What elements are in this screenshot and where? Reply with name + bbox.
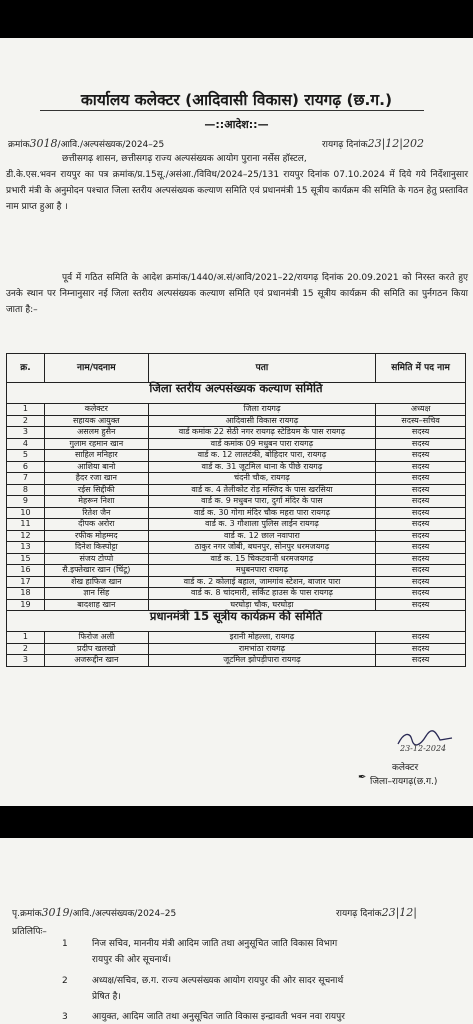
copy-item-2-line-2: प्रेषित है। (92, 992, 121, 1002)
copy-item-3-num: 3 (62, 1012, 68, 1022)
cell-sno: 3 (7, 655, 45, 667)
cell-position: सदस्य–सचिव (376, 415, 466, 427)
cell-position: सदस्य (376, 542, 466, 554)
table-row (7, 519, 466, 531)
col-header-name: नाम/पदनाम (44, 354, 148, 383)
para-1-line-1: छत्तीसगढ़ शासन, छत्तीसगढ़ राज्य अल्पसंख्यक आयोग पुराना नर्सेस हॉस्टल, (62, 154, 307, 164)
col-header-position: समिति में पद नाम (376, 354, 466, 383)
cell-address: रामभांठा रायगढ़ (148, 643, 375, 655)
para-2: पूर्व में गठित समिति के आदेश क्रमांक/1440/अ.सं/आवि/2021–22/रायगढ़ दिनांक 20.09.2021 को निरस्त करते हुए उनके स्थान पर निम्नानुसार नई जिला स्तरीय अल्पसंख्यक कल्याण समिति एवं प्रधानमंत्री 15 सूत्रीय कार्यक्रम की समिति का पुर्नगठन किया जाता है:– (6, 273, 468, 315)
cell-name: संजय टोप्पो (44, 553, 148, 565)
cell-sno: 16 (7, 565, 45, 577)
office-title: कार्यालय कलेक्टर (आदिवासी विकास) रायगढ़ (छ.ग.) (80, 91, 393, 109)
cell-address: वार्ड क. 9 मधुबन पारा, दुर्गा मंदिर के पास (148, 496, 375, 508)
table-header-row (7, 354, 466, 383)
table-row (7, 404, 466, 416)
cell-name: रईस सिद्दीकी (44, 484, 148, 496)
cell-position: सदस्य (376, 565, 466, 577)
section-1-title: जिला स्तरीय अल्पसंख्यक कल्याण समिति (7, 383, 466, 404)
cell-name: प्रदीप खलखो (44, 643, 148, 655)
copy-item-1-num: 1 (62, 939, 68, 949)
cell-position: सदस्य (376, 507, 466, 519)
cell-name: हैदर रजा खान (44, 473, 148, 485)
cell-position: सदस्य (376, 530, 466, 542)
cell-name: फिरोज अली (44, 632, 148, 644)
cell-sno: 3 (7, 427, 45, 439)
cell-address: ठाकुर नगर जोबी, बघनपुर, सोनपुर धरमजयगढ़ (148, 542, 375, 554)
cell-sno: 13 (7, 542, 45, 554)
cell-name: साहिल मनिहार (44, 450, 148, 462)
cell-position: सदस्य (376, 553, 466, 565)
cell-position: सदस्य (376, 496, 466, 508)
cell-address: वार्ड क. 3 गौशाला पुलिस लाईन रायगढ़ (148, 519, 375, 531)
cell-name: दीपक अरोरा (44, 519, 148, 531)
order-ref: /आवि./अल्पसंख्यक/2024–25 (57, 140, 165, 150)
middle-black-band (0, 806, 473, 838)
cell-position: सदस्य (376, 519, 466, 531)
copy-item-1-line-2: रायपुर की ओर सूचनार्थ। (92, 955, 172, 965)
page2-ref-suffix: /आवि./अल्पसंख्यक/2024–25 (69, 909, 177, 919)
signature-designation: कलेक्टर (392, 763, 419, 773)
cell-sno: 1 (7, 632, 45, 644)
copy-item-2-line-1: अध्यक्ष/सचिव, छ.ग. राज्य अल्पसंख्यक आयोग रायपुर की ओर सादर सूचनार्थ (92, 976, 344, 986)
cell-position: सदस्य (376, 655, 466, 667)
table-row (7, 565, 466, 577)
pen-icon: ✒ (358, 772, 367, 783)
cell-address: घरघोड़ा चौक, घरघोड़ा (148, 599, 375, 611)
cell-sno: 6 (7, 461, 45, 473)
table-row (7, 461, 466, 473)
table-row (7, 643, 466, 655)
cell-sno: 1 (7, 404, 45, 416)
cell-address: वार्ड क. 4 तेलीकोट रोड़ मस्जिद के पास खरसिया (148, 484, 375, 496)
para-1 (6, 151, 468, 215)
cell-position: सदस्य (376, 599, 466, 611)
cell-position: सदस्य (376, 484, 466, 496)
cell-address: जिला रायगढ़ (148, 404, 375, 416)
page2-date-line (336, 906, 417, 919)
table-row (7, 507, 466, 519)
signature-place: जिला–रायगढ़(छ.ग.) (370, 777, 438, 787)
table-row (7, 530, 466, 542)
cell-address: आदिवासी विकास रायगढ़ (148, 415, 375, 427)
page2-date-label: रायगढ़ दिनांक (336, 909, 382, 919)
table-row (7, 473, 466, 485)
cell-position: अध्यक्ष (376, 404, 466, 416)
table-row (7, 496, 466, 508)
copy-item-1-line-1: निज सचिव, माननीय मंत्री आदिम जाति तथा अनुसूचित जाति विकास विभाग (92, 939, 338, 949)
cell-name: रितेश जैन (44, 507, 148, 519)
section-2-title: प्रधानमंत्री 15 सूत्रीय कार्यक्रम की समिति (7, 611, 466, 632)
order-number-line (8, 137, 164, 150)
table-row (7, 484, 466, 496)
table-row (7, 632, 466, 644)
cell-sno: 17 (7, 576, 45, 588)
col-header-address: पता (148, 354, 375, 383)
top-black-band (0, 0, 473, 38)
table-row (7, 655, 466, 667)
cell-sno: 18 (7, 588, 45, 600)
cell-name: अजरूद्दीन खान (44, 655, 148, 667)
cell-sno: 5 (7, 450, 45, 462)
order-heading: —::आदेश::— (204, 118, 269, 131)
cell-name: रफीक मोहम्मद (44, 530, 148, 542)
date-label: रायगढ़ दिनांक (322, 140, 368, 150)
table-row (7, 450, 466, 462)
table-row (7, 553, 466, 565)
title-underline (40, 110, 424, 111)
cell-address: वार्ड क. 12 लालटंकी, बोहिदार पारा, रायगढ़ (148, 450, 375, 462)
cell-name: कलेक्टर (44, 404, 148, 416)
table-row (7, 427, 466, 439)
cell-address: वार्ड क. 31 जूटमिल थाना के पीछे रायगढ़ (148, 461, 375, 473)
para-1-rest: डी.के.एस.भवन रायपुर का पत्र क्रमांक/प्र.15सू./असंआ./विविध/2024–25/131 रायपुर दिनांक 07.10.2024 में दिये गये निर्देशानुसार प्रभारी मंत्री के अनुमोदन पश्चात जिला स्तरीय अल्पसंख्यक कल्याण समिति एवं प्रधानमंत्री 15 सूत्रीय कार्यक्रम की समिति के गठन हेतु प्रस्तावित नाम प्राप्त हुआ है । (6, 170, 468, 212)
cell-sno: 15 (7, 553, 45, 565)
cell-sno: 2 (7, 643, 45, 655)
cell-address: वार्ड क. 12 छाल नवापारा (148, 530, 375, 542)
cell-sno: 9 (7, 496, 45, 508)
cell-name: आशिया बानो (44, 461, 148, 473)
cell-address: जूटमिल झोपड़ीपारा रायगढ़ (148, 655, 375, 667)
copy-label: प्रतिलिपिः– (12, 927, 47, 937)
cell-address: इरानी मोहल्ला, रायगढ़ (148, 632, 375, 644)
page2-date: 23|12| (381, 906, 417, 919)
cell-name: दिनेश किस्पोट्टा (44, 542, 148, 554)
cell-position: सदस्य (376, 461, 466, 473)
cell-sno: 7 (7, 473, 45, 485)
cell-address: वार्ड क. 8 चांदमारी, सर्किट हाउस के पास रायगढ़ (148, 588, 375, 600)
cell-sno: 11 (7, 519, 45, 531)
cell-sno: 10 (7, 507, 45, 519)
copy-item-2-num: 2 (62, 976, 68, 986)
document-page-1 (0, 38, 473, 806)
cell-position: सदस्य (376, 473, 466, 485)
document-page-2 (0, 838, 473, 1024)
col-header-sno: क्र. (7, 354, 45, 383)
table-row (7, 438, 466, 450)
cell-address: वार्ड कमांक 09 मधुबन पारा रायगढ़ (148, 438, 375, 450)
cell-address: वार्ड क. 2 कोलाई बहाल, जामगांव स्टेशन, बाजार पारा (148, 576, 375, 588)
copy-item-3-line-1: आयुक्त, आदिम जाति तथा अनुसूचित जाति विकास इन्द्रावती भवन नवा रायपुर (92, 1012, 345, 1022)
cell-name: ज्ञान सिंह (44, 588, 148, 600)
cell-address: मधुबनपारा रायगढ़ (148, 565, 375, 577)
table-row (7, 542, 466, 554)
cell-position: सदस्य (376, 450, 466, 462)
cell-address: वार्ड कमांक 22 सेठी नगर रायगढ़ स्टेडियम के पास रायगढ़ (148, 427, 375, 439)
cell-address: वार्ड क. 30 गोगा मंदिर चौक महरा पारा रायगढ़ (148, 507, 375, 519)
signature-date: 23-12-2024 (400, 744, 447, 753)
cell-position: सदस्य (376, 632, 466, 644)
cell-name: बादशाह खान (44, 599, 148, 611)
cell-position: सदस्य (376, 576, 466, 588)
cell-address: वार्ड क. 15 चिकटवानी धरमजयगढ़ (148, 553, 375, 565)
order-date-line (322, 137, 424, 150)
cell-position: सदस्य (376, 588, 466, 600)
cell-sno: 12 (7, 530, 45, 542)
table-row (7, 576, 466, 588)
page2-ref-prefix: पृ.क्रमांक (12, 909, 42, 919)
order-date: 23|12|202 (367, 137, 424, 150)
table-row (7, 415, 466, 427)
order-no-prefix: क्रमांक (8, 140, 30, 150)
order-no: 3018 (29, 137, 58, 150)
cell-sno: 19 (7, 599, 45, 611)
cell-position: सदस्य (376, 427, 466, 439)
cell-name: मेहरून निशा (44, 496, 148, 508)
cell-position: सदस्य (376, 438, 466, 450)
cell-sno: 4 (7, 438, 45, 450)
committee-table (6, 353, 466, 667)
cell-name: शेख हाफिज खान (44, 576, 148, 588)
cell-address: चंदनी चौक, रायगढ़ (148, 473, 375, 485)
cell-name: सहायक आयुक्त (44, 415, 148, 427)
page2-ref-line (12, 906, 176, 919)
page2-ref-no: 3019 (41, 906, 70, 919)
cell-sno: 8 (7, 484, 45, 496)
cell-sno: 2 (7, 415, 45, 427)
cell-position: सदस्य (376, 643, 466, 655)
cell-name: गुलाम रहमान खान (44, 438, 148, 450)
cell-name: असलम हुसैन (44, 427, 148, 439)
cell-name: सै.इफ्तेखार खान (चिंटू) (44, 565, 148, 577)
table-row (7, 588, 466, 600)
